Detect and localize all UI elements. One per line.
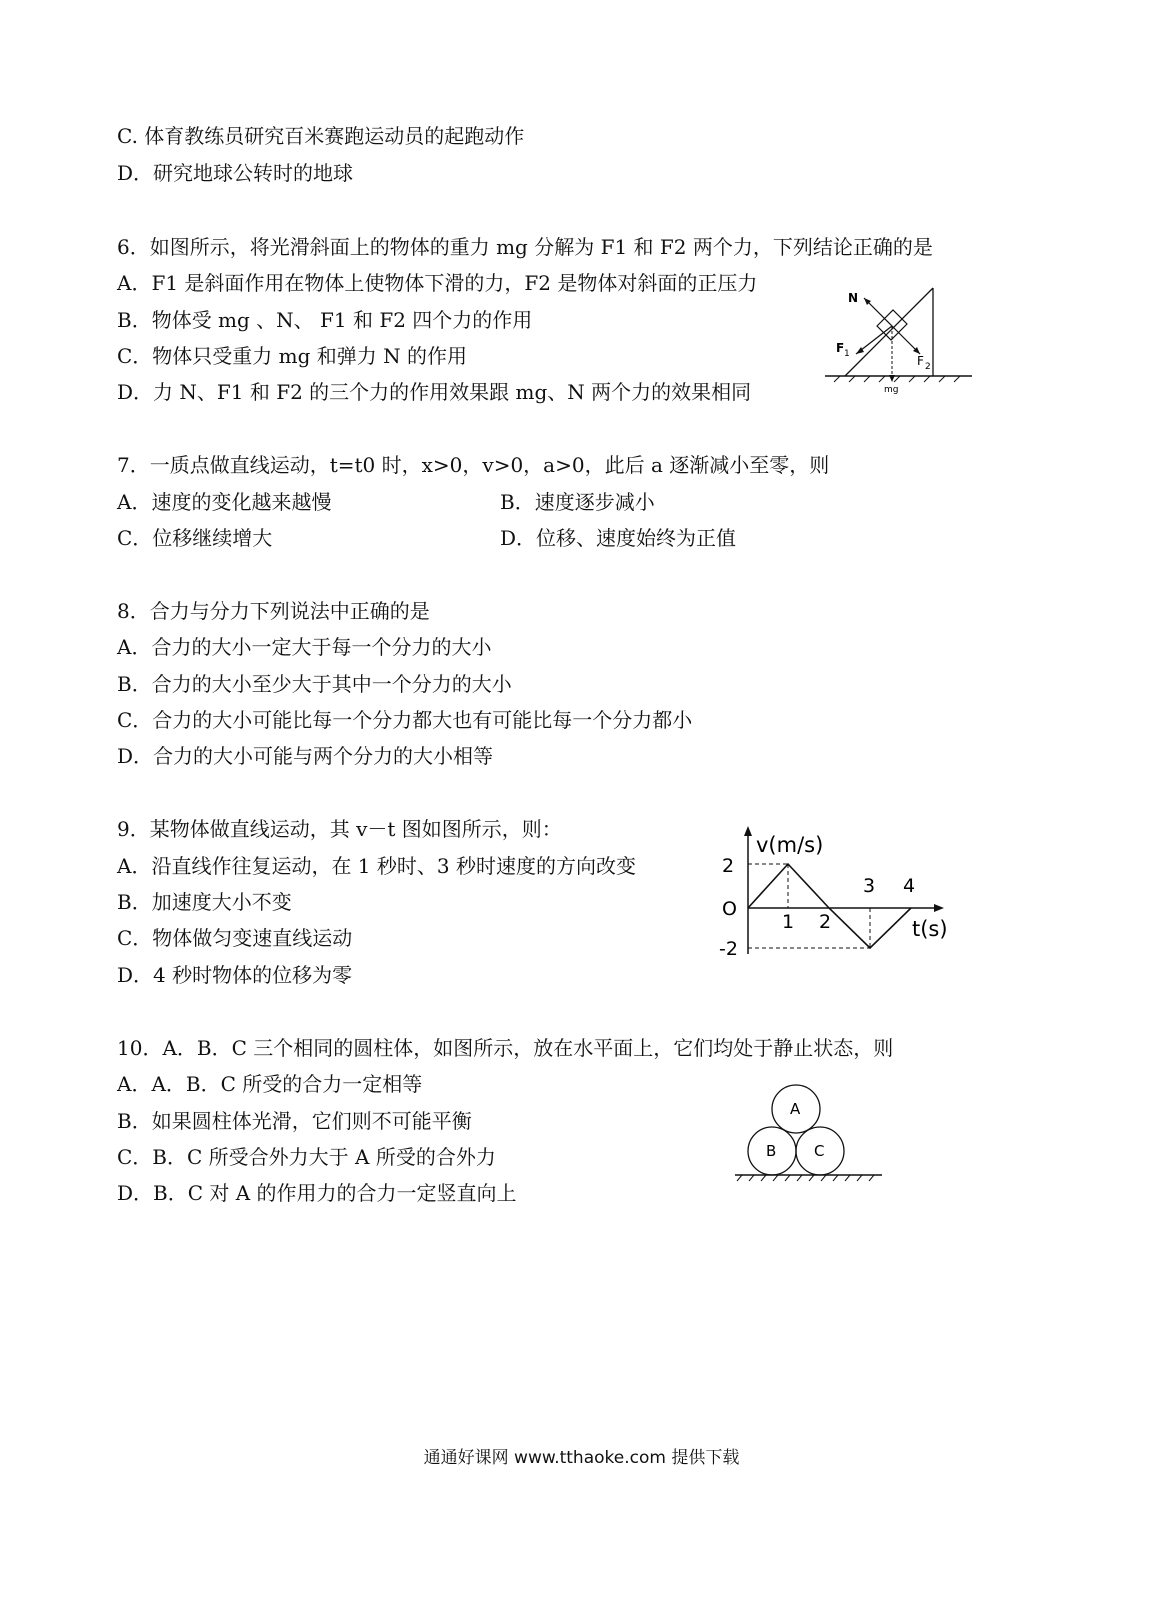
q7-option-a: A．速度的变化越来越慢 <box>117 490 332 514</box>
q5-option-d: D．研究地球公转时的地球 <box>117 161 354 185</box>
q6-option-a: A．F1 是斜面作用在物体上使物体下滑的力，F2 是物体对斜面的正压力 <box>117 271 758 295</box>
vt-ylabel: v(m/s) <box>756 833 824 857</box>
vt-xtick-4: 4 <box>903 875 916 897</box>
vt-xtick-2: 2 <box>819 911 832 933</box>
q10-option-c: C．B．C 所受合外力大于 A 所受的合外力 <box>117 1145 496 1169</box>
q9-stem: 9．某物体做直线运动，其 v－t 图如图所示，则： <box>117 817 562 841</box>
q6-option-c: C．物体只受重力 mg 和弹力 N 的作用 <box>117 344 467 368</box>
q10-stem: 10．A．B．C 三个相同的圆柱体，如图所示，放在水平面上，它们均处于静止状态，则 <box>117 1036 894 1060</box>
cylinder-b: B <box>766 1142 777 1160</box>
vt-xtick-1: 1 <box>782 911 795 933</box>
q6-stem: 6．如图所示，将光滑斜面上的物体的重力 mg 分解为 F1 和 F2 两个力，下列结论正确的是 <box>117 235 933 259</box>
vt-xlabel: t(s) <box>912 917 948 941</box>
q7-option-b: B．速度逐步减小 <box>500 490 655 514</box>
q8-stem: 8．合力与分力下列说法中正确的是 <box>117 599 430 623</box>
q7-option-d: D．位移、速度始终为正值 <box>500 526 737 550</box>
f2-label: F <box>917 354 924 368</box>
q9-option-b: B．加速度大小不变 <box>117 890 292 914</box>
q10-option-d: D．B．C 对 A 的作用力的合力一定竖直向上 <box>117 1181 517 1205</box>
vt-origin: O <box>722 898 737 920</box>
q8-option-c: C．合力的大小可能比每一个分力都大也有可能比每一个分力都小 <box>117 708 693 732</box>
incline-figure <box>820 282 980 406</box>
q9-option-a: A．沿直线作往复运动，在 1 秒时、3 秒时速度的方向改变 <box>117 854 636 878</box>
cylinder-a: A <box>790 1100 801 1118</box>
cylinders-figure <box>732 1076 892 1192</box>
q7-stem: 7．一质点做直线运动，t=t0 时，x>0，v>0，a>0，此后 a 逐渐减小至零，则 <box>117 453 830 477</box>
vt-ytick-neg2: -2 <box>719 938 738 960</box>
f1-sub: 1 <box>844 349 850 359</box>
q6-option-d: D．力 N、F1 和 F2 的三个力的作用效果跟 mg、N 两个力的效果相同 <box>117 380 752 404</box>
mg-label: mg <box>884 385 899 395</box>
q10-option-b: B．如果圆柱体光滑，它们则不可能平衡 <box>117 1109 472 1133</box>
q9-option-d: D．4 秒时物体的位移为零 <box>117 963 353 987</box>
q6-option-b: B．物体受 mg 、N、 F1 和 F2 四个力的作用 <box>117 308 533 332</box>
q9-option-c: C．物体做匀变速直线运动 <box>117 926 353 950</box>
q8-option-a: A．合力的大小一定大于每一个分力的大小 <box>117 635 492 659</box>
q7-option-c: C．位移继续增大 <box>117 526 273 550</box>
page-footer: 通通好课网 www.tthaoke.com 提供下载 <box>423 1448 740 1468</box>
cylinder-c: C <box>814 1142 825 1160</box>
q8-option-b: B．合力的大小至少大于其中一个分力的大小 <box>117 672 512 696</box>
f2-sub: 2 <box>925 362 931 372</box>
vt-xtick-3: 3 <box>863 875 876 897</box>
q10-option-a: A．A．B．C 所受的合力一定相等 <box>117 1072 423 1096</box>
q5-option-c: C. 体育教练员研究百米赛跑运动员的起跑动作 <box>117 124 525 148</box>
f1-label: F <box>836 341 845 355</box>
vt-graph <box>712 822 962 971</box>
n-label: N <box>848 291 859 305</box>
vt-ytick-2: 2 <box>722 855 735 877</box>
q8-option-d: D．合力的大小可能与两个分力的大小相等 <box>117 744 494 768</box>
